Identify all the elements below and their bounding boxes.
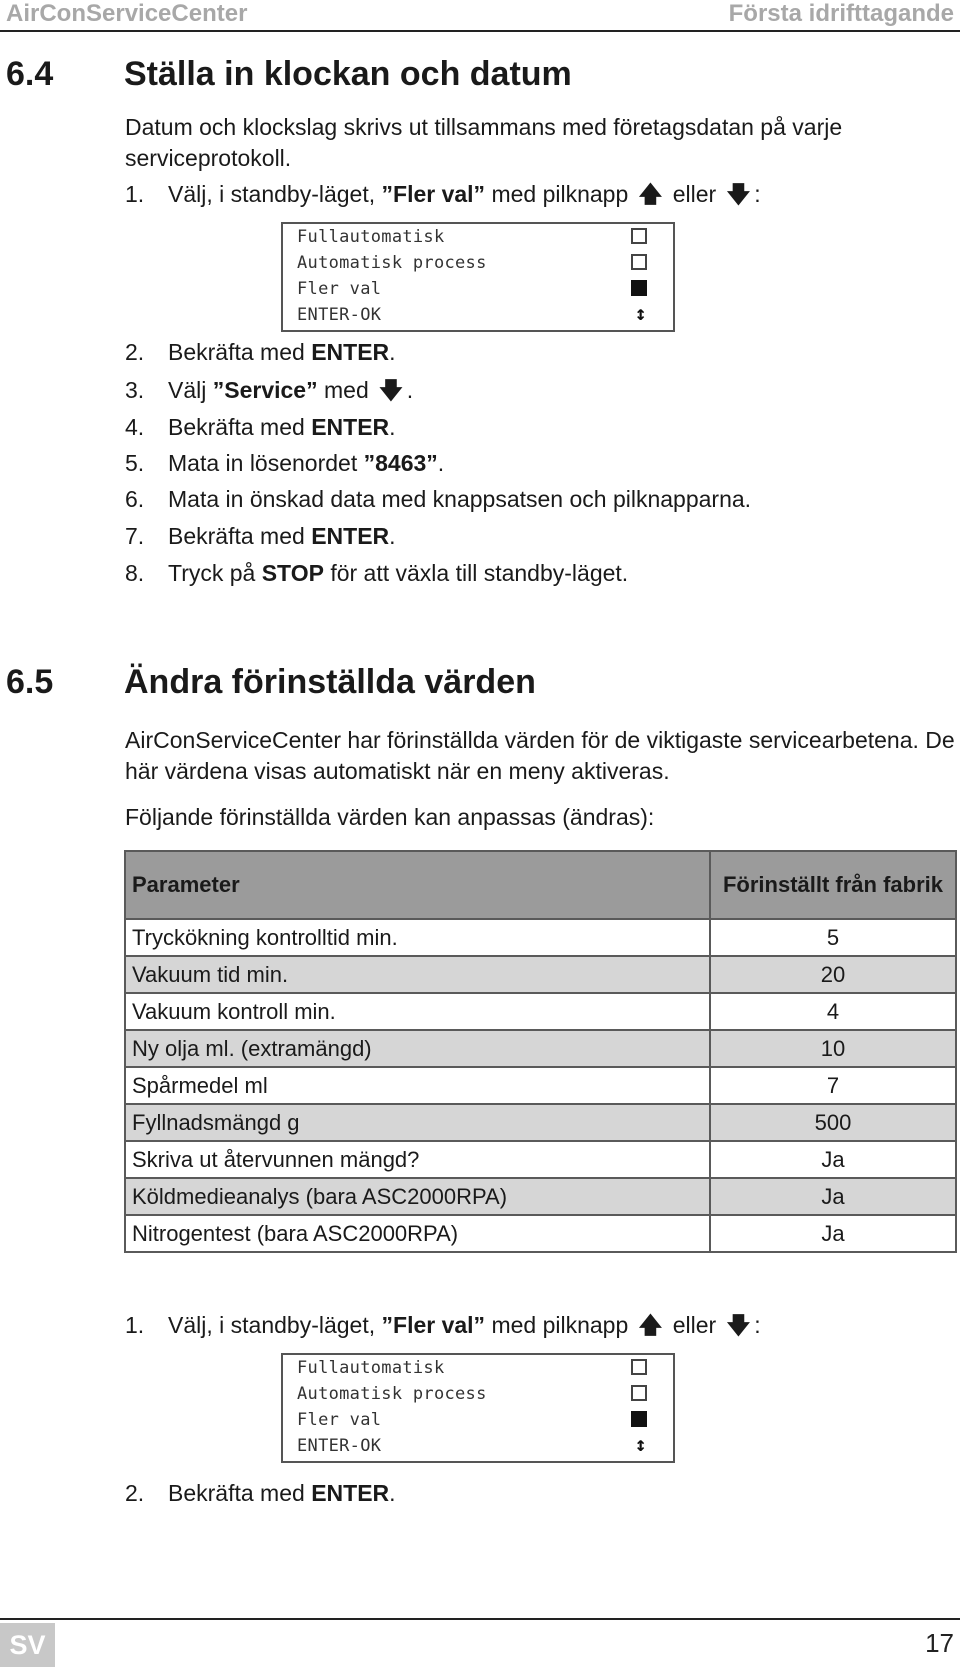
table-row: Skriva ut återvunnen mängd? Ja (125, 1141, 956, 1178)
display-row: ENTER-OK ↕ (297, 301, 647, 325)
column-header-factory-default: Förinställt från fabrik (710, 851, 956, 919)
display-row: Fullautomatisk (297, 224, 663, 251)
display-row: Fullautomatisk (297, 1355, 663, 1382)
up-down-arrow-icon: ↕ (634, 1432, 647, 1456)
display-row: ENTER-OK ↕ (297, 1432, 647, 1456)
preset-values-table (124, 850, 957, 1253)
page-footer (0, 1618, 960, 1670)
up-down-arrow-icon: ↕ (634, 301, 647, 325)
checkbox-filled-icon (631, 280, 647, 296)
step-7: 7. Bekräfta med ENTER. (125, 523, 396, 549)
display-row: Automatisk process (297, 1381, 663, 1408)
section-title: Ändra förinställda värden (124, 663, 536, 701)
section-6-4-heading (6, 55, 572, 94)
section-6-4-intro: Datum och klockslag skrivs ut tillsammans med företagsdatan på varje serviceprotokoll. (125, 114, 843, 171)
section-6-5-intro: AirConServiceCenter har förinställda värden för de viktigaste servicearbetena. De här värdena visas automatiskt när en meny aktiveras. (125, 727, 955, 784)
page-header (0, 0, 960, 31)
arrow-down-icon: 🡇 (726, 181, 751, 207)
checkbox-empty-icon (631, 228, 647, 244)
table-row: Köldmedieanalys (bara ASC2000RPA) Ja (125, 1178, 956, 1215)
table-row: Tryckökning kontrolltid min. 5 (125, 919, 956, 956)
table-row: Fyllnadsmängd g 500 (125, 1104, 956, 1141)
display-screen (281, 1353, 675, 1463)
step-6: 6. Mata in önskad data med knappsatsen och pilknapparna. (125, 486, 752, 512)
footer-rule (0, 1618, 960, 1620)
table-row: Ny olja ml. (extramängd) 10 (125, 1030, 956, 1067)
table-row: Nitrogentest (bara ASC2000RPA) Ja (125, 1215, 956, 1252)
display-row: Fler val (297, 276, 663, 303)
section-number: 6.4 (6, 55, 54, 93)
step-8: 8. Tryck på STOP för att växla till standby-läget. (125, 560, 629, 586)
table-header-row (125, 851, 956, 919)
header-chapter: Första idrifttagande (728, 0, 954, 27)
arrow-down-icon: 🡇 (726, 1312, 751, 1338)
section-6-5-heading (6, 663, 536, 702)
step-2: 2. Bekräfta med ENTER. (125, 339, 396, 365)
arrow-up-icon: 🡅 (638, 1312, 663, 1338)
step-4: 4. Bekräfta med ENTER. (125, 414, 396, 440)
section-6-5-note: Följande förinställda värden kan anpassas (ändras): (125, 804, 655, 830)
checkbox-empty-icon (631, 1385, 647, 1401)
arrow-up-icon: 🡅 (638, 181, 663, 207)
step-5: 5. Mata in lösenordet ”8463”. (125, 450, 445, 476)
header-rule (0, 30, 960, 32)
step-2: 2. Bekräfta med ENTER. (125, 1480, 396, 1506)
step-3: 3. Välj ”Service” med 🡇 . (125, 377, 414, 403)
step-1-select-more-options: 1. Välj, i standby-läget, ”Fler val” med pilknapp 🡅 eller 🡇 : (125, 181, 761, 207)
display-screen (281, 222, 675, 332)
checkbox-empty-icon (631, 254, 647, 270)
column-header-parameter: Parameter (125, 851, 710, 919)
page-number: 17 (925, 1628, 954, 1658)
step-1-select-more-options: 1. Välj, i standby-läget, ”Fler val” med pilknapp 🡅 eller 🡇 : (125, 1312, 761, 1338)
language-tag: SV (0, 1623, 55, 1667)
table-row: Vakuum kontroll min. 4 (125, 993, 956, 1030)
header-brand: AirConServiceCenter (6, 0, 248, 27)
display-row: Automatisk process (297, 250, 663, 277)
section-title: Ställa in klockan och datum (124, 55, 572, 93)
section-number: 6.5 (6, 663, 54, 701)
table-row: Vakuum tid min. 20 (125, 956, 956, 993)
arrow-down-icon: 🡇 (379, 377, 403, 403)
table-row: Spårmedel ml 7 (125, 1067, 956, 1104)
display-row: Fler val (297, 1407, 663, 1434)
checkbox-filled-icon (631, 1411, 647, 1427)
checkbox-empty-icon (631, 1359, 647, 1375)
